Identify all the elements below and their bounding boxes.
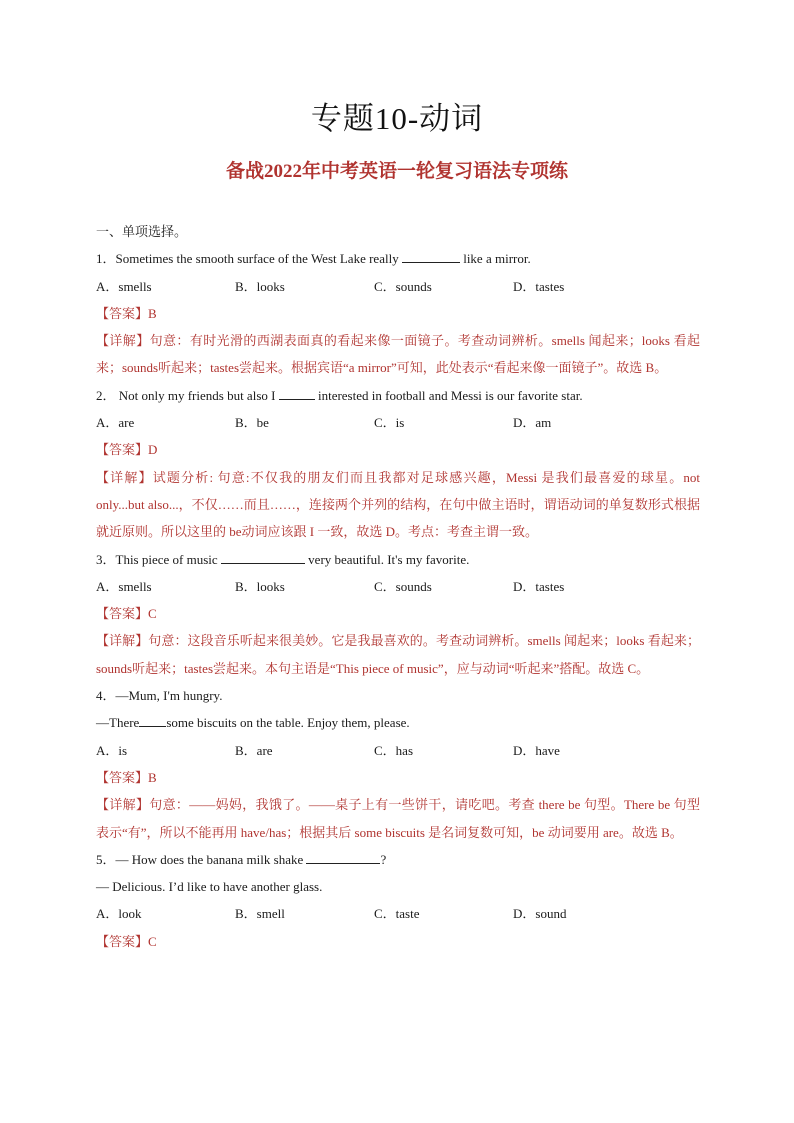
- question-4-detail: 【详解】句意：——妈妈，我饿了。——桌子上有一些饼干，请吃吧。考查 there be 句型。There be 句型表示“有”，所以不能再用 have/has；根据其后 some biscuits 是名词复数可知，be 动词要用 are。故选 B。: [96, 797, 700, 840]
- question-3-answer: 【答案】C: [96, 606, 157, 622]
- question-2-detail: 【详解】试题分析: 句意:不仅我的朋友们而且我都对足球感兴趣，Messi 是我们最喜爱的球星。not only...but also...，不仅……而且……，连接两个并列的结构，在句中做主语时，谓语动词的单复数形式根据就近原则。所以这里的 be动词应该跟 I 一致，故选 D。考点：考查主谓一致。: [96, 469, 700, 540]
- prompt-text: 1．Sometimes the smooth surface of the West Lake really: [96, 251, 402, 267]
- question-2-options: [96, 409, 700, 436]
- option-d: D．tastes: [513, 278, 565, 294]
- option-d: D．have: [513, 742, 560, 758]
- question-4-prompt: 4．—Mum, I'm hungry.: [96, 688, 223, 704]
- option-b: B．looks: [235, 278, 285, 294]
- option-a: A．are: [96, 415, 135, 431]
- question-1-prompt: [96, 245, 700, 272]
- option-a: A．is: [96, 742, 128, 758]
- question-1-answer: 【答案】B: [96, 305, 157, 321]
- option-b: B．be: [235, 415, 269, 431]
- question-5-options: [96, 900, 700, 927]
- prompt-text: ?: [380, 851, 387, 867]
- option-b: B．looks: [235, 578, 285, 594]
- prompt-text: very beautiful. It's my favorite.: [304, 551, 470, 567]
- page-title: 专题10-动词: [310, 101, 484, 136]
- prompt-text: —There: [96, 715, 140, 731]
- option-c: C．sounds: [374, 578, 432, 594]
- option-c: C．taste: [374, 906, 420, 922]
- option-a: A．smells: [96, 578, 152, 594]
- prompt-text: 3．This piece of music: [96, 551, 221, 567]
- option-c: C．has: [374, 742, 414, 758]
- prompt-text: some biscuits on the table. Enjoy them, please.: [166, 715, 410, 731]
- prompt-text: 2． Not only my friends but also I: [96, 387, 279, 403]
- question-1-detail: 【详解】句意：有时光滑的西湖表面真的看起来像一面镜子。考查动词辨析。smells 闻起来；looks 看起来；sounds听起来；tastes尝起来。根据宾语“a mirror”可知，此处表示“看起来像一面镜子”。故选 B。: [96, 333, 700, 376]
- question-4-answer: 【答案】B: [96, 769, 157, 785]
- option-d: D．tastes: [513, 578, 565, 594]
- option-a: A．look: [96, 906, 142, 922]
- question-5-prompt: [96, 846, 700, 873]
- prompt-text: interested in football and Messi is our favorite star.: [314, 387, 583, 403]
- answer-blank: [221, 551, 305, 564]
- question-1-options: [96, 273, 700, 300]
- question-2-prompt: [96, 382, 700, 409]
- question-3-detail: 【详解】句意：这段音乐听起来很美妙。它是我最喜欢的。考查动词辨析。smells 闻起来；looks 看起来；sounds听起来；tastes尝起来。本句主语是“This piece of music”，应与动词“听起来”搭配。故选 C。: [96, 633, 700, 676]
- option-a: A．smells: [96, 278, 152, 294]
- option-d: D．sound: [513, 906, 567, 922]
- question-3-options: [96, 573, 700, 600]
- section-heading: 一、单项选择。: [96, 224, 188, 239]
- option-b: B．smell: [235, 906, 285, 922]
- question-4-options: [96, 737, 700, 764]
- prompt-text: 5．— How does the banana milk shake: [96, 851, 307, 867]
- question-5-prompt-line2: — Delicious. I’d like to have another glass.: [96, 879, 323, 895]
- question-2-answer: 【答案】D: [96, 442, 158, 458]
- question-4-prompt-line2: [96, 709, 700, 736]
- answer-blank: [139, 714, 166, 727]
- answer-blank: [279, 387, 315, 400]
- option-d: D．am: [513, 415, 552, 431]
- option-c: C．is: [374, 415, 405, 431]
- question-list: [96, 218, 700, 955]
- answer-blank: [306, 851, 380, 864]
- question-3-prompt: [96, 546, 700, 573]
- prompt-text: like a mirror.: [459, 251, 531, 267]
- option-c: C．sounds: [374, 278, 432, 294]
- page-subtitle: 备战2022年中考英语一轮复习语法专项练: [225, 161, 568, 182]
- answer-blank: [402, 250, 460, 263]
- option-b: B．are: [235, 742, 273, 758]
- question-5-answer: 【答案】C: [96, 933, 157, 949]
